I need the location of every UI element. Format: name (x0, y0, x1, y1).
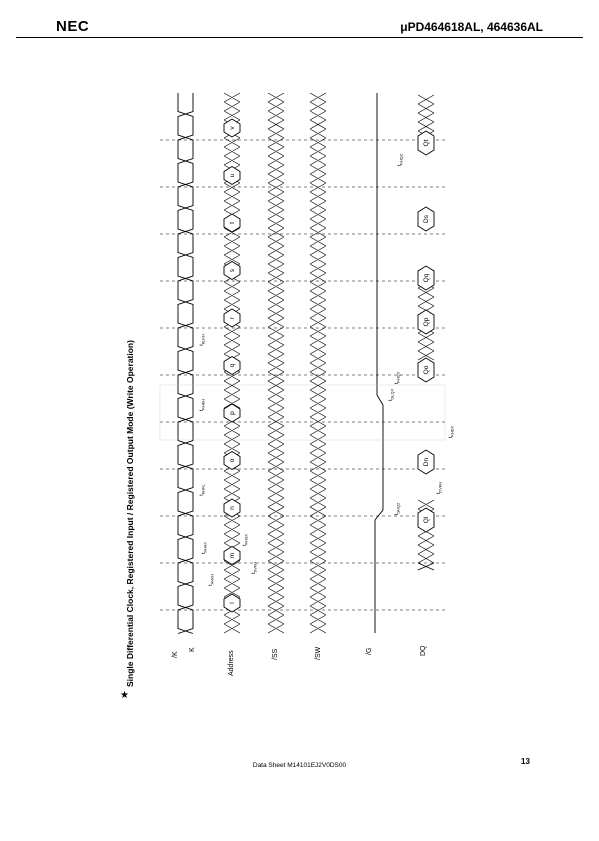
dq-label-Qp: Qp (423, 317, 430, 327)
signal-label-k: K (189, 647, 196, 652)
address-label-l: l (229, 602, 236, 604)
timing-label-tKLKH-subscript: KLKH (201, 334, 206, 345)
timing-label-tGLQX: $t_{GLQX}$ (388, 388, 395, 402)
part-number: μPD464618AL, 464636AL (400, 20, 543, 34)
timing-label-tGLQX-subscript: GLQX (390, 388, 395, 400)
sw-hatch (310, 93, 326, 633)
dq-label-Ql: Ql (423, 516, 430, 524)
address-label-p: p (229, 411, 236, 415)
clock-k-bar-wave (178, 93, 193, 634)
dq-label-Qq: Qq (423, 273, 430, 283)
timing-label-tKHDX-subscript: KHDX (450, 425, 455, 437)
clock-k-wave (178, 93, 193, 634)
signal-label-sw: /SW (315, 646, 322, 660)
signal-label-address: Address (228, 650, 235, 676)
dq-label-Dn: Dn (423, 457, 430, 467)
timing-label-tKHSX: $t_{KHSX}$ (242, 534, 249, 546)
timing-label-tDVKH: $t_{DVKH}$ (436, 481, 443, 495)
timing-label-tAVKH: $t_{AVKH}$ (208, 574, 215, 586)
timing-label-tSVKH: $t_{SVKH}$ (251, 562, 258, 574)
diagram-title: Single Differential Clock, Registered Input / Registered Output Mode (Write Operation) (125, 340, 135, 687)
timing-label-tKHKL-subscript: KHKL (201, 484, 206, 495)
watermark-band (160, 385, 445, 440)
timing-label-tSVKH-subscript: SVKH (253, 562, 258, 573)
address-label-u: u (229, 173, 236, 178)
footer-text: Data Sheet M14101EJ2V0DS00 (252, 762, 347, 769)
timing-label-tKHAX: $t_{KHAX}$ (201, 542, 208, 554)
timing-label-tKHAX-subscript: KHAX (203, 542, 208, 553)
timing-label-tKHKL: $t_{KHKL}$ (199, 484, 206, 496)
dq-label-Qo: Qo (423, 365, 430, 375)
dq-label-Ds: Ds (423, 215, 430, 223)
timing-label-tAVKH-subscript: AVKH (210, 574, 215, 585)
address-label-q: q (229, 363, 236, 368)
signal-label-dq: DQ (420, 645, 427, 656)
ss-hatch (268, 93, 284, 633)
signal-label-g: /G (366, 647, 373, 655)
timing-label-tGHQZ-subscript: GHQZ (396, 502, 401, 514)
address-label-r: r (229, 316, 236, 320)
timing-label-tKHKH: $t_{KHKH}$ (199, 398, 206, 412)
timing-label-tKLKH: $t_{KLKH}$ (199, 334, 206, 346)
address-label-m: m (229, 552, 236, 559)
star-icon: ★ (120, 690, 129, 701)
address-label-v: v (229, 126, 236, 130)
timing-label-tKHQZ-subscript: KHQZ (399, 153, 404, 165)
timing-label-tDVKH-subscript: DVKH (438, 481, 443, 493)
signal-label-k-bar: /K (172, 651, 179, 658)
address-label-t: t (229, 222, 236, 224)
signal-label-ss: /SS (272, 648, 279, 660)
timing-label-tKHSX-subscript: KHSX (244, 534, 249, 545)
page-number: 13 (521, 757, 530, 766)
timing-label-tKHQX-subscript: KHQX (396, 371, 401, 383)
timing-label-tKHDX: $t_{KHDX}$ (448, 425, 455, 439)
nec-logo: NEC (56, 18, 90, 35)
dq-label-Qt: Qt (423, 139, 430, 147)
timing-label-tKHQX: $t_{KHQX}$ (394, 371, 401, 385)
address-label-n: n (229, 506, 236, 510)
g-wave (375, 93, 383, 633)
address-label-s: s (229, 268, 236, 273)
timing-label-tGHQZ: $t_{GHQZ}$ (394, 502, 401, 516)
timing-label-tKHKH-subscript: KHKH (201, 398, 206, 410)
timing-label-tKHQZ: $t_{KHQZ}$ (397, 153, 404, 167)
address-label-o: o (229, 458, 236, 463)
